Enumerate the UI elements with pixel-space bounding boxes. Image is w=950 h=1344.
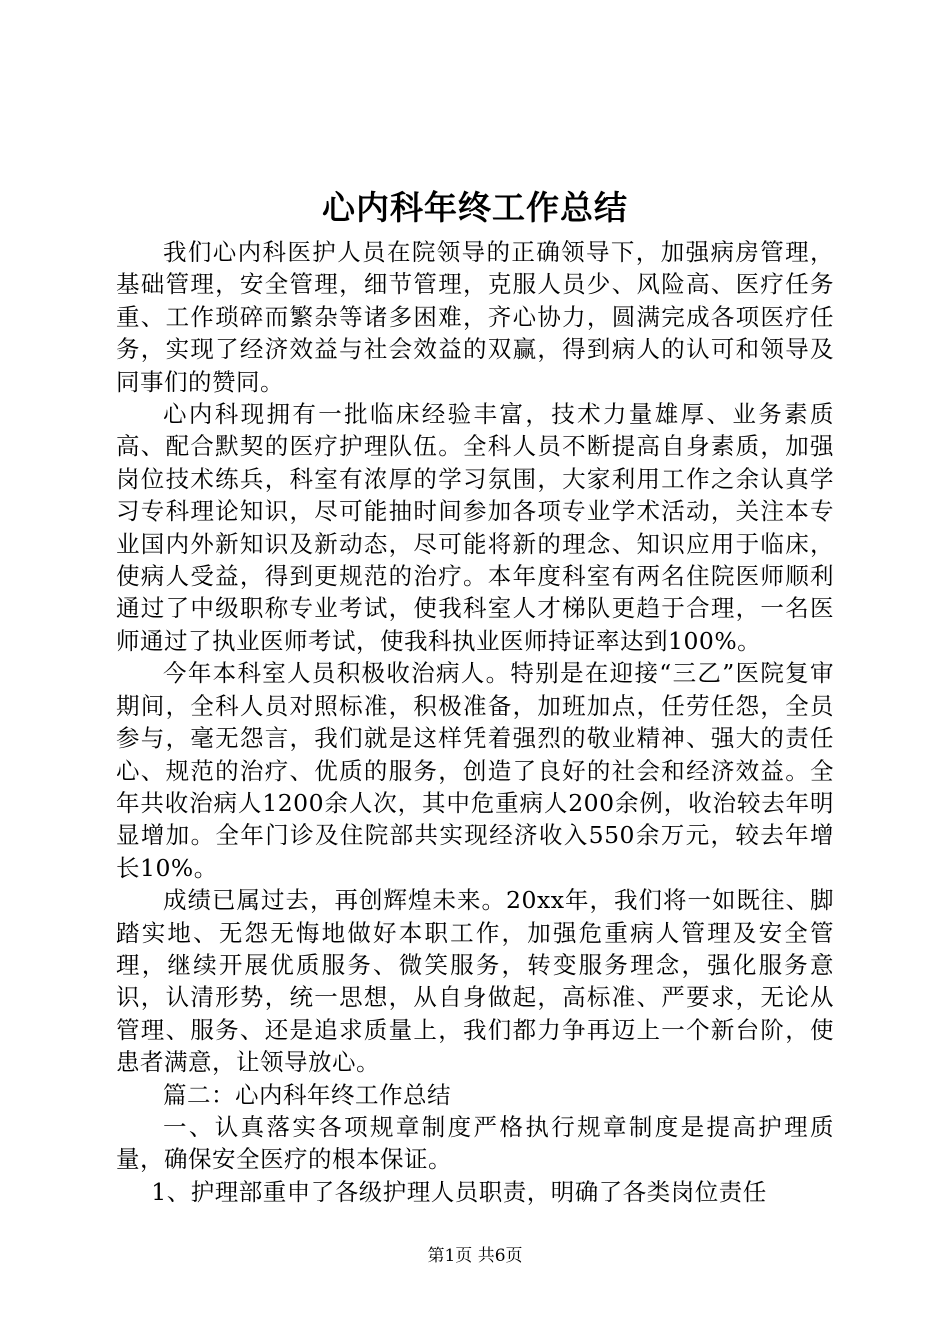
paragraph-results: 今年本科室人员积极收治病人。特别是在迎接“三乙”医院复审期间，全科人员对照标准，积极准备，加班加点，任劳任怨，全员参与，毫无怨言，我们就是这样凭着强烈的敬业精神、强大的责任心、规范的治疗、优质的服务，创造了良好的社会和经济效益。全年共收治病人1200余人次，其中危重病人200余例，收治较去年明显增加。全年门诊及住院部共实现经济收入550余万元，较去年增长10%。 — [116, 659, 834, 882]
document-title: 心内科年终工作总结 — [322, 188, 628, 227]
document-body — [116, 236, 834, 1208]
paragraph-intro: 我们心内科医护人员在院领导的正确领导下，加强病房管理，基础管理，安全管理，细节管理，克服人员少、风险高、医疗任务重、工作琐碎而繁杂等诸多困难，齐心协力，圆满完成各项医疗任务，实现了经济效益与社会效益的双赢，得到病人的认可和领导及同事们的赞同。 — [116, 238, 834, 396]
paragraph-item-1: 1、护理部重申了各级护理人员职责，明确了各类岗位责任 — [151, 1177, 767, 1206]
paragraph-rules: 一、认真落实各项规章制度严格执行规章制度是提高护理质量，确保安全医疗的根本保证。 — [116, 1112, 834, 1174]
paragraph-team: 心内科现拥有一批临床经验丰富，技术力量雄厚、业务素质高、配合默契的医疗护理队伍。全科人员不断提高自身素质，加强岗位技术练兵，科室有浓厚的学习氛围，大家利用工作之余认真学习专科理论知识，尽可能抽时间参加各项专业学术活动，关注本专业国内外新知识及新动态，尽可能将新的理念、知识应用于临床，使病人受益，得到更规范的治疗。本年度科室有两名住院医师顺利通过了中级职称专业考试，使我科室人才梯队更趋于合理，一名医师通过了执业医师考试，使我科执业医师持证率达到100%。 — [116, 400, 834, 655]
page-footer: 第1页 共6页 — [427, 1246, 523, 1266]
paragraph-outlook: 成绩已属过去，再创辉煌未来。20xx年，我们将一如既往、脚踏实地、无怨无悔地做好本职工作，加强危重病人管理及安全管理，继续开展优质服务、微笑服务，转变服务理念，强化服务意识，认清形势，统一思想，从自身做起，高标准、严要求，无论从管理、服务、还是追求质量上，我们都力争再迈上一个新台阶，使患者满意，让领导放心。 — [116, 886, 834, 1077]
section-heading-part-two: 篇二：心内科年终工作总结 — [163, 1080, 451, 1109]
